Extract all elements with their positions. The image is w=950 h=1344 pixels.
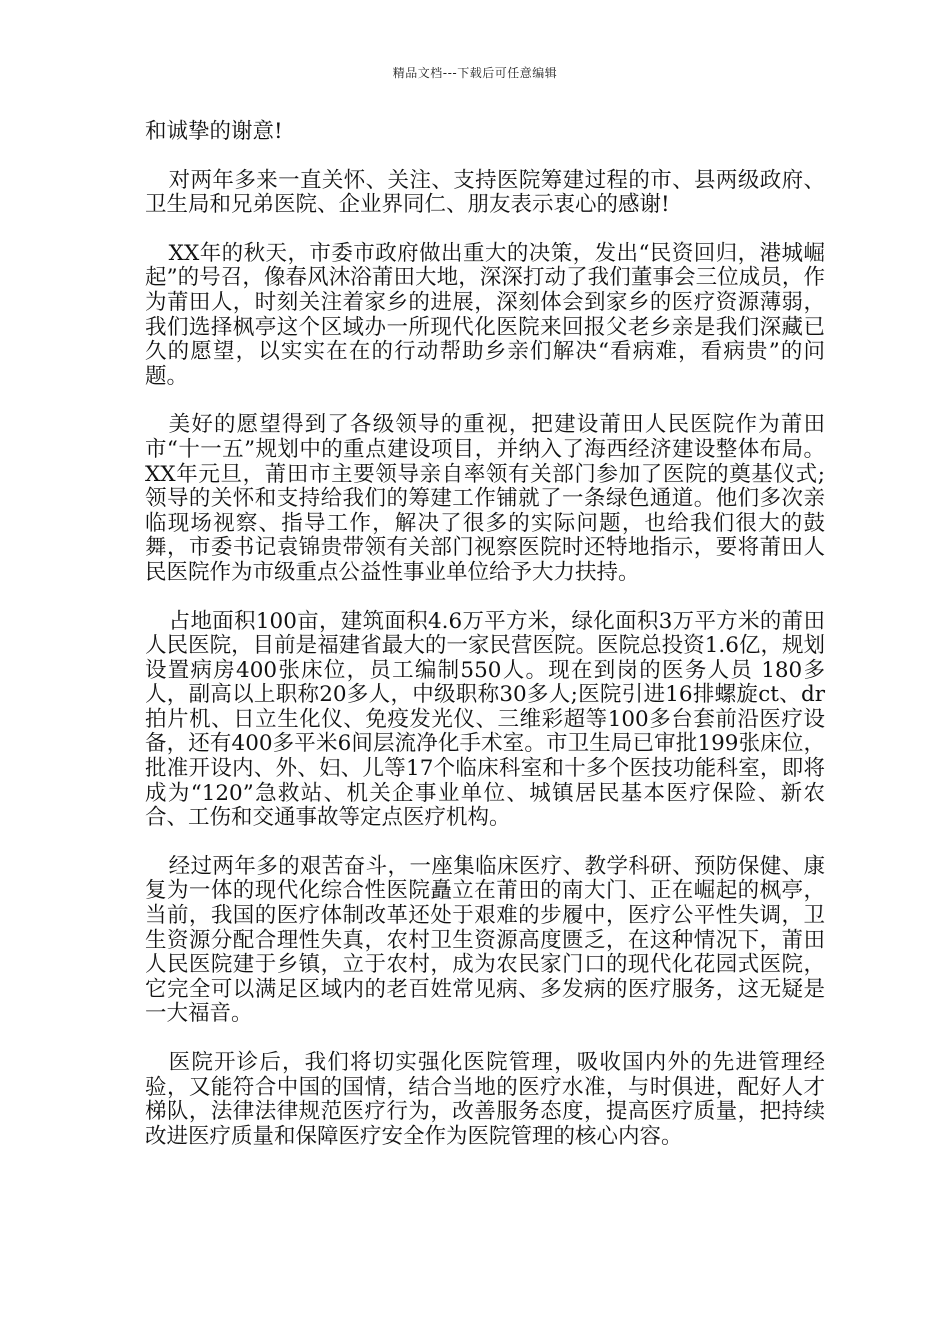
page-header: 精品文档---下载后可任意编辑 [392,66,558,80]
paragraph-6: 经过两年多的艰苦奋斗，一座集临床医疗、教学科研、预防保健、康复为一体的现代化综合性医院矗立在莆田的南大门、正在崛起的枫亭，当前，我国的医疗体制改革还处于艰难的步履中，医疗公平性失调，卫生资源分配合理性失真，农村卫生资源高度匮乏，在这种情况下，莆田人民医院建于乡镇，立于农村，成为农民家门口的现代化花园式医院，它完全可以满足区域内的老百姓常见病、多发病的医疗服务，这无疑是一大福音。 [145,853,825,1027]
document-body [145,120,825,1173]
paragraph-5: 占地面积100亩，建筑面积4.6万平方米，绿化面积3万平方米的莆田人民医院，目前是福建省最大的一家民营医院。医院总投资1.6亿，规划设置病房400张床位，员工编制550人。现在到岗的医务人员 180多人，副高以上职称20多人，中级职称30多人;医院引进16排螺旋ct、dr拍片机、日立生化仪、免疫发光仪、三维彩超等100多台套前沿医疗设备，还有400多平米6间层流净化手术室。市卫生局已审批199张床位，批准开设内、外、妇、儿等17个临床科室和十多个医技功能科室，即将成为“120”急救站、机关企事业单位、城镇居民基本医疗保险、新农合、工伤和交通事故等定点医疗机构。 [145,608,825,831]
paragraph-3: XX年的秋天，市委市政府做出重大的决策，发出“民资回归，港城崛起”的号召，像春风沐浴莆田大地，深深打动了我们董事会三位成员，作为莆田人，时刻关注着家乡的进展，深刻体会到家乡的医疗资源薄弱，我们选择枫亭这个区域办一所现代化医院来回报父老乡亲是我们深藏已久的愿望，以实实在在的行动帮助乡亲们解决“看病难，看病贵”的问题。 [145,240,825,389]
paragraph-4: 美好的愿望得到了各级领导的重视，把建设莆田人民医院作为莆田市“十一五”规划中的重点建设项目，并纳入了海西经济建设整体布局。XX年元旦，莆田市主要领导亲自率领有关部门参加了医院的奠基仪式;领导的关怀和支持给我们的筹建工作铺就了一条绿色通道。他们多次亲临现场视察、指导工作，解决了很多的实际问题，也给我们很大的鼓舞，市委书记袁锦贵带领有关部门视察医院时还特地指示，要将莆田人民医院作为市级重点公益性事业单位给予大力扶持。 [145,412,825,585]
paragraph-2: 对两年多来一直关怀、关注、支持医院筹建过程的市、县两级政府、卫生局和兄弟医院、企业界同仁、朋友表示衷心的感谢! [145,167,825,218]
paragraph-1: 和诚挚的谢意! [145,119,283,144]
paragraph-7: 医院开诊后，我们将切实强化医院管理，吸收国内外的先进管理经验，又能符合中国的国情，结合当地的医疗水准，与时俱进，配好人才梯队，法律法律规范医疗行为，改善服务态度，提高医疗质量，把持续改进医疗质量和保障医疗安全作为医院管理的核心内容。 [145,1050,825,1149]
